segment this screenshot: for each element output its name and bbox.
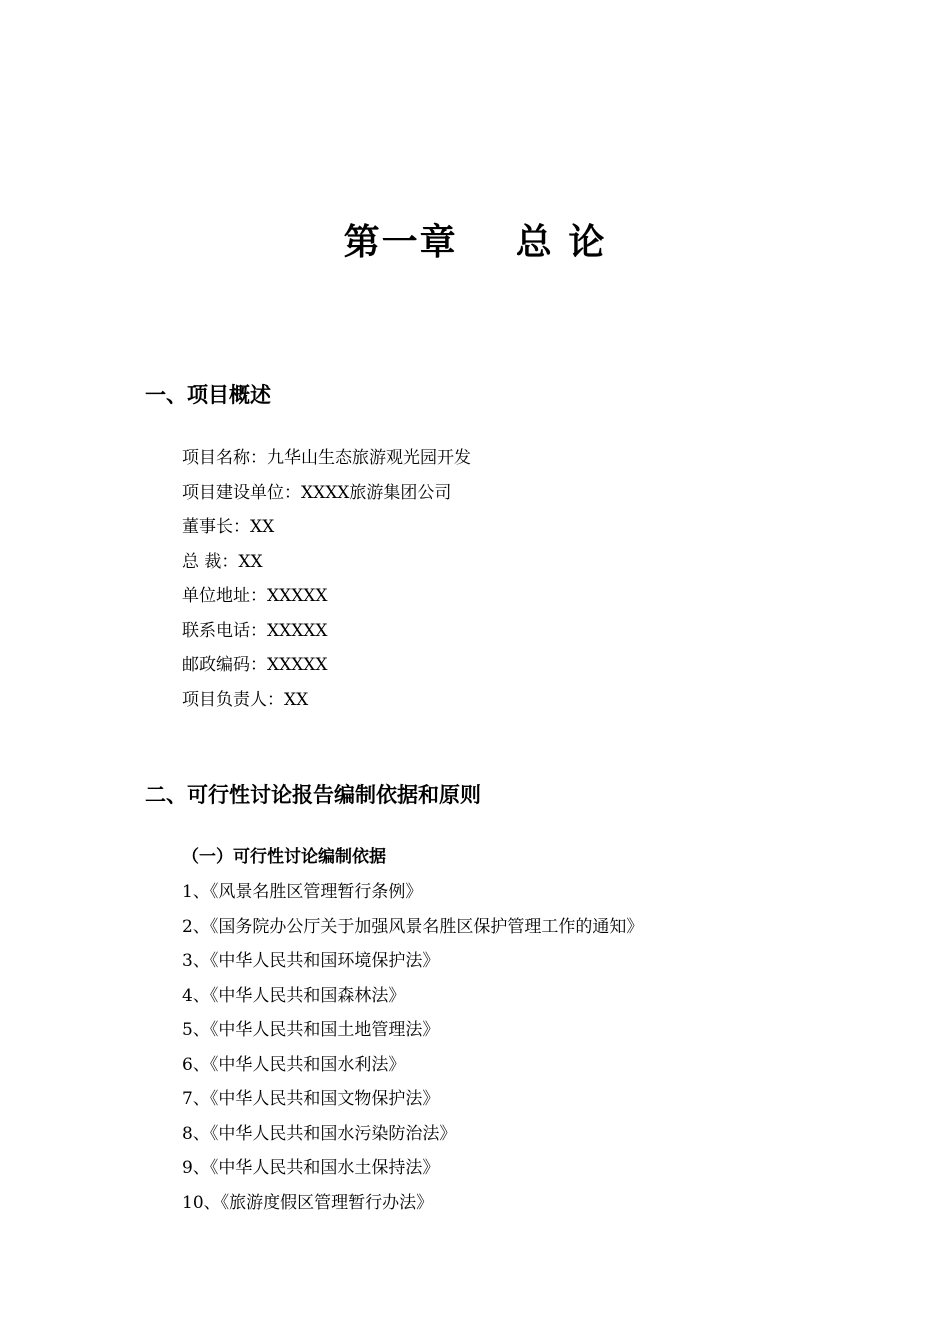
chairman-line: 董事长：XX	[182, 517, 275, 537]
list-item: 10、《旅游度假区管理暂行办法》	[182, 1192, 434, 1213]
list-item: 6、《中华人民共和国水利法》	[182, 1054, 406, 1075]
project-info-list	[182, 441, 471, 717]
construction-unit-line: 项目建设单位：XXXX旅游集团公司	[182, 482, 452, 503]
section-heading-project-overview: 一、项目概述	[145, 383, 271, 407]
list-item: 7、《中华人民共和国文物保护法》	[182, 1089, 440, 1109]
project-leader-line: 项目负责人：XX	[182, 689, 309, 710]
project-name-line: 项目名称：九华山生态旅游观光园开发	[182, 448, 471, 468]
postcode-line: 邮政编码：XXXXX	[182, 655, 328, 675]
president-line: 总 裁：XX	[182, 551, 263, 572]
chapter-title: 第一章 总 论	[343, 222, 607, 263]
section-heading-feasibility-basis: 二、可行性讨论报告编制依据和原则	[145, 783, 481, 807]
address-line: 单位地址：XXXXX	[182, 586, 328, 606]
list-item: 9、《中华人民共和国水土保持法》	[182, 1158, 440, 1178]
list-item: 3、《中华人民共和国环境保护法》	[182, 951, 440, 971]
subheading-compilation-basis: （一）可行性讨论编制依据	[182, 847, 386, 867]
list-item: 5、《中华人民共和国土地管理法》	[182, 1020, 440, 1040]
list-item: 4、《中华人民共和国森林法》	[182, 985, 406, 1006]
regulation-list	[182, 875, 643, 1220]
list-item: 8、《中华人民共和国水污染防治法》	[182, 1123, 457, 1144]
phone-line: 联系电话：XXXXX	[182, 620, 328, 641]
list-item: 1、《风景名胜区管理暂行条例》	[182, 882, 423, 902]
list-item: 2、《国务院办公厅关于加强风景名胜区保护管理工作的通知》	[182, 916, 644, 937]
